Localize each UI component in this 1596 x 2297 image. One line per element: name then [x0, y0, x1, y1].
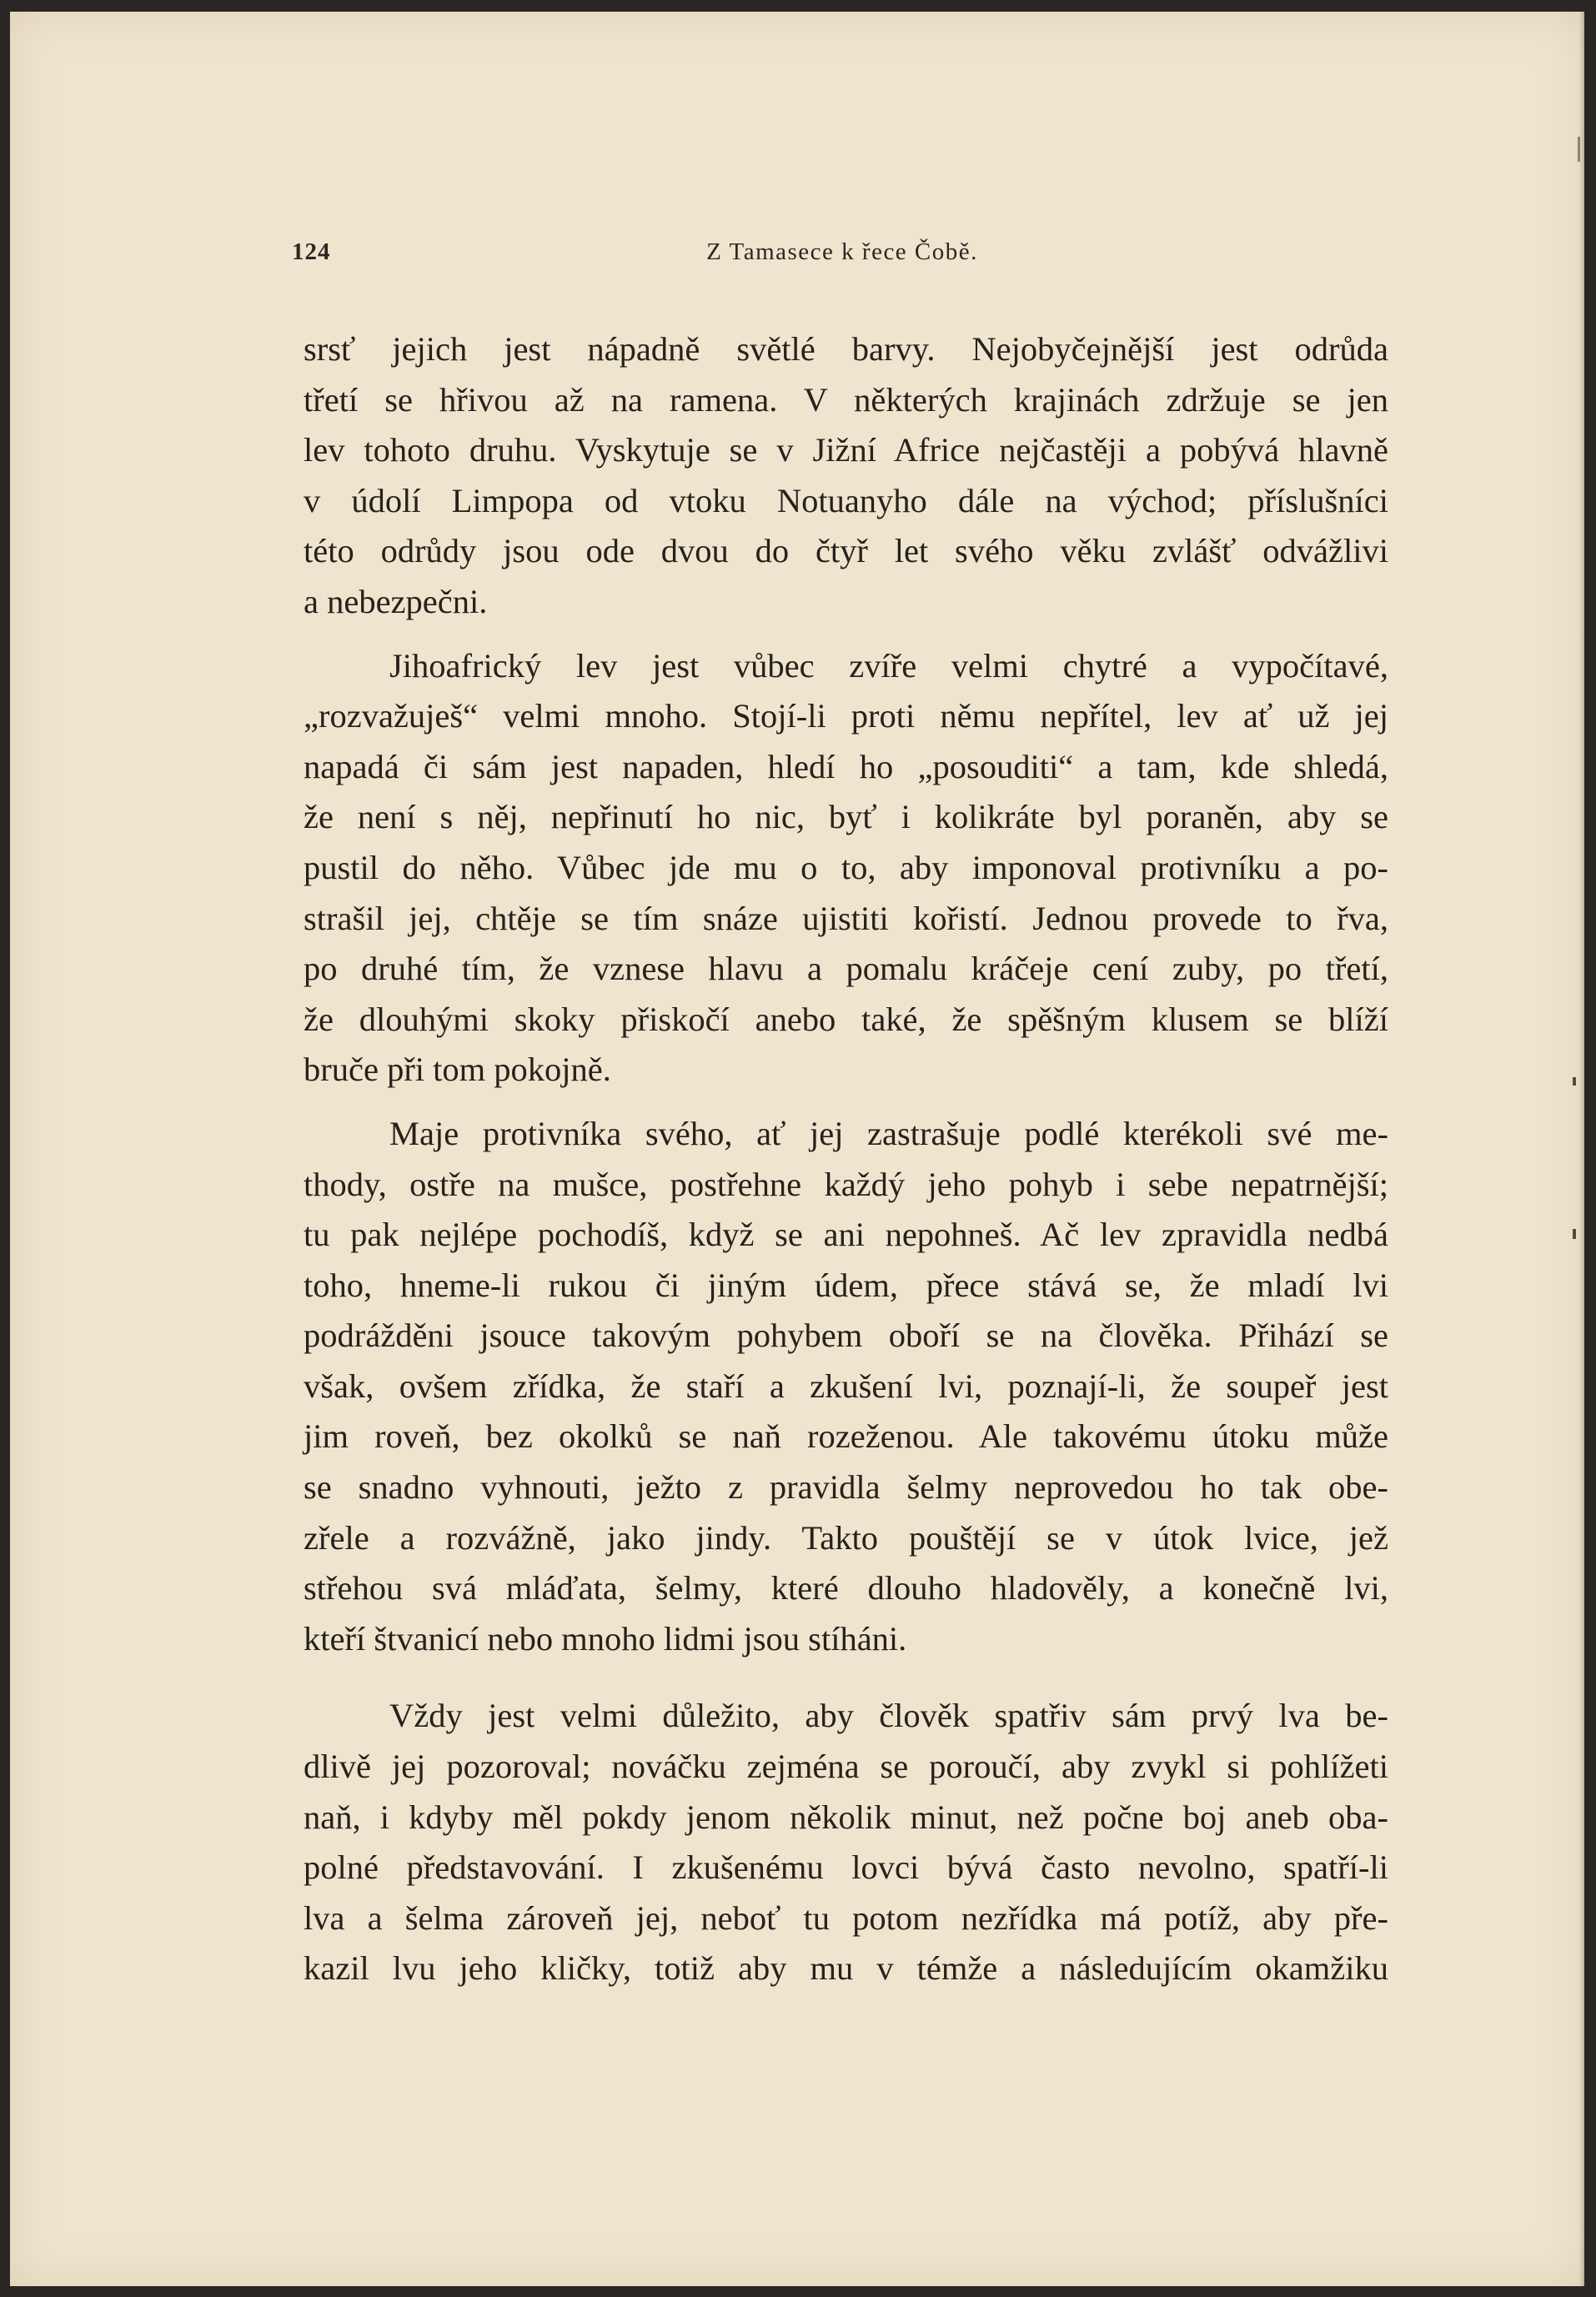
text-line: po druhé tím, že vznese hlavu a pomalu kráčeje cení zuby, po třetí, — [304, 950, 1388, 988]
running-title: Z Tamasece k řece Čobě. — [706, 238, 978, 265]
text-line: srsť jejich jest nápadně světlé barvy. Nejobyčejnější jest odrůda — [304, 330, 1388, 368]
text-line: Maje protivníka svého, ať jej zastrašuje podlé kterékoli své me- — [389, 1114, 1388, 1152]
text-line: v údolí Limpopa od vtoku Notuanyho dále na východ; příslušníci — [304, 481, 1388, 519]
paragraph-3 — [304, 1109, 1388, 1665]
text-line: však, ovšem zřídka, že staří a zkušení lvi, poznají-li, že soupeř jest — [304, 1367, 1388, 1405]
page-number: 124 — [292, 238, 331, 265]
text-line: Vždy jest velmi důležito, aby člověk spatřiv sám prvý lva be- — [389, 1697, 1388, 1735]
scan-artifact — [1573, 1077, 1576, 1086]
text-line: lva a šelma zároveň jej, neboť tu potom nezřídka má potíž, aby pře- — [304, 1898, 1388, 1937]
text-line: střehou svá mláďata, šelmy, které dlouho hladověly, a konečně lvi, — [304, 1569, 1388, 1607]
text-line: bruče při tom pokojně. — [304, 1051, 611, 1089]
text-line: „rozvažuješ“ velmi mnoho. Stojí-li proti němu nepřítel, lev ať už jej — [304, 697, 1388, 735]
text-line: strašil jej, chtěje se tím snáze ujistiti kořistí. Jednou provede to řva, — [304, 899, 1388, 937]
text-line: toho, hneme-li rukou či jiným údem, přece stává se, že mladí lvi — [304, 1266, 1388, 1304]
text-line: polné představování. I zkušenému lovci bývá často nevolno, spatří-li — [304, 1848, 1388, 1887]
text-line: kazil lvu jeho kličky, totiž aby mu v témže a následujícím okamžiku — [304, 1949, 1388, 1988]
paragraph-1 — [304, 324, 1388, 628]
body-text — [304, 324, 1388, 1994]
text-line: třetí se hřivou až na ramena. V některých krajinách zdržuje se jen — [304, 380, 1388, 419]
text-line: podrážděni jsouce takovým pohybem oboří se na člověka. Přihází se — [304, 1317, 1388, 1355]
text-line: napadá či sám jest napaden, hledí ho „posouditi“ a tam, kde shledá, — [304, 747, 1388, 785]
paragraph-2 — [304, 641, 1388, 1096]
text-line: jim roveň, bez okolků se naň rozeženou. Ale takovému útoku může — [304, 1417, 1388, 1456]
book-page — [10, 12, 1584, 2286]
scan-artifact — [1573, 1229, 1576, 1239]
scan-artifact — [1578, 137, 1580, 162]
text-line: se snadno vyhnouti, ježto z pravidla šelmy neprovedou ho tak obe- — [304, 1468, 1388, 1507]
scan-edge-shadow — [1579, 12, 1584, 2286]
text-line: a nebezpečni. — [304, 582, 488, 620]
text-line: tu pak nejlépe pochodíš, když se ani nepohneš. Ač lev zpravidla nedbá — [304, 1216, 1388, 1254]
paragraph-4 — [304, 1691, 1388, 1994]
text-line: kteří štvanicí nebo mnoho lidmi jsou stíháni. — [304, 1619, 907, 1658]
text-line: thody, ostře na mušce, postřehne každý jeho pohyb i sebe nepatrnější; — [304, 1165, 1388, 1203]
text-line: že dlouhými skoky přiskočí anebo také, že spěšným klusem se blíží — [304, 1000, 1388, 1038]
page-header — [292, 238, 1393, 272]
text-line: dlivě jej pozoroval; nováčku zejména se poroučí, aby zvykl si pohlížeti — [304, 1748, 1388, 1786]
text-line: pustil do něho. Vůbec jde mu o to, aby imponoval protivníku a po- — [304, 848, 1388, 886]
text-line: Jihoafrický lev jest vůbec zvíře velmi chytré a vypočítavé, — [389, 646, 1388, 685]
text-line: lev tohoto druhu. Vyskytuje se v Jižní Africe nejčastěji a pobývá hlavně — [304, 431, 1388, 469]
text-line: této odrůdy jsou ode dvou do čtyř let svého věku zvlášť odvážlivi — [304, 532, 1388, 570]
text-line: že není s něj, nepřinutí ho nic, byť i kolikráte byl poraněn, aby se — [304, 798, 1388, 836]
text-line: naň, i kdyby měl pokdy jenom několik minut, než počne boj aneb oba- — [304, 1798, 1388, 1836]
text-line: zřele a rozvážně, jako jindy. Takto pouštějí se v útok lvice, jež — [304, 1518, 1388, 1557]
